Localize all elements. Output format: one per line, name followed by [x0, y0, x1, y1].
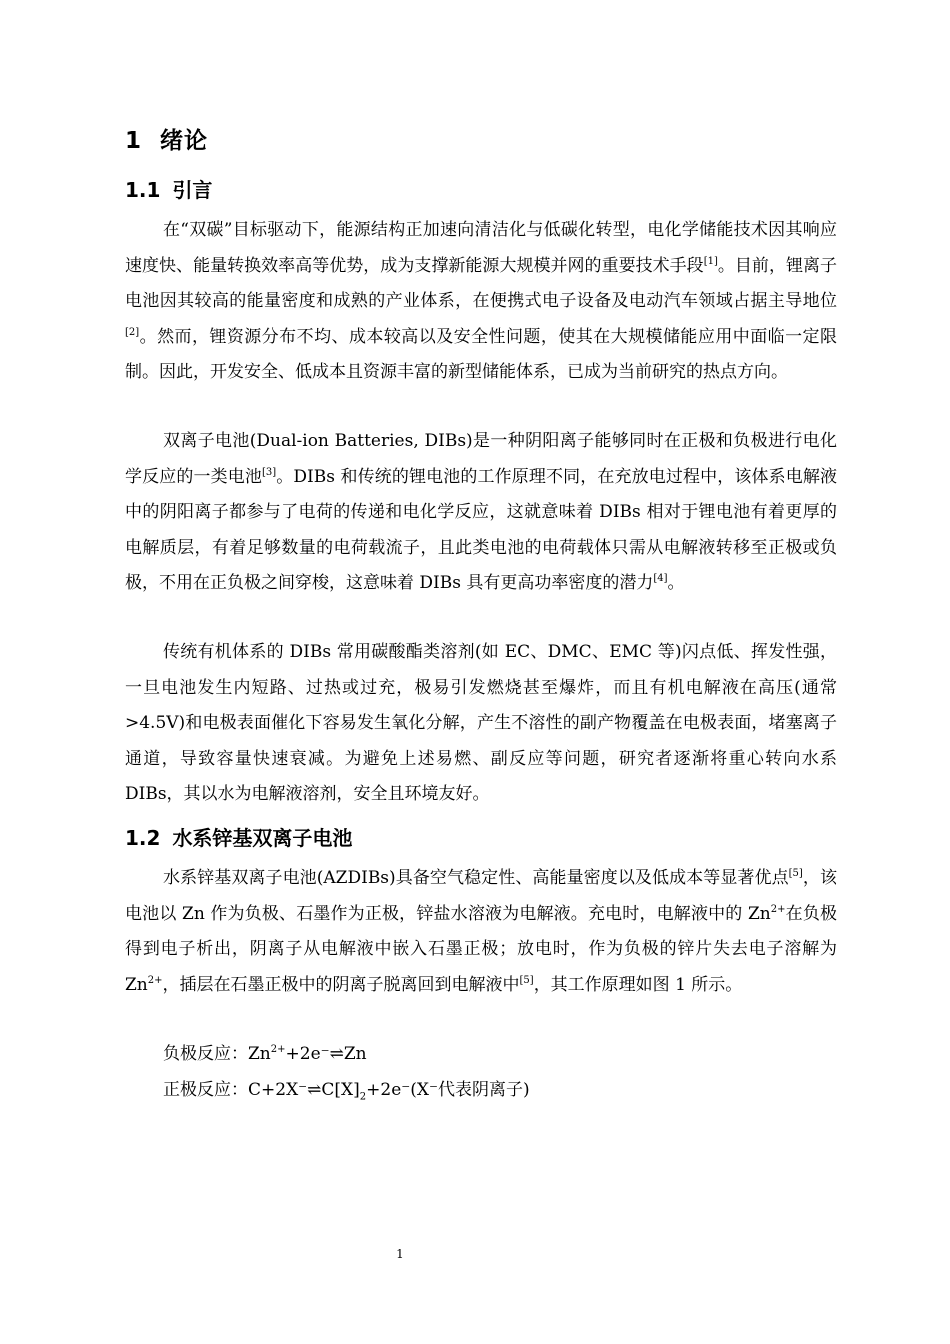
positive-electrode-reaction: 正极反应：$C+2X^-\rightleftharpoons C[X]_2+2e^-(X^-$代表阴离子) [163, 1080, 530, 1103]
section-number: 1.1 [125, 178, 161, 202]
paragraph-introduction-1: 在“双碳”目标驱动下，能源结构正加速向清洁化与低碳化转型，电化学储能技术因其响应速度快、能量转换效率高等优势，成为支撑新能源大规模并网的重要技术手段[1]。目前，锂离子电池因其较高的能量密度和成熟的产业体系，在便携式电子设备及电动汽车领域占据主导地位[2]。然而，锂资源分布不均、成本较高以及安全性问题，使其在大规模储能应用中面临一定限制。因此，开发安全、低成本且资源丰富的新型储能体系，已成为当前研究的热点方向。 [125, 220, 838, 382]
charge-superscript: 2+ [147, 974, 163, 986]
chapter-title: 绪论 [160, 128, 209, 154]
section-heading-1-2 [125, 822, 352, 851]
subscript: 2 [359, 1091, 367, 1103]
negative-electrode-reaction: 负极反应：$Zn^{2+}+2e^-\rightleftharpoons Zn$ [163, 1044, 367, 1064]
chapter-heading [125, 122, 208, 155]
section-title: 水系锌基双离子电池 [172, 826, 353, 850]
page-number: 1 [396, 1247, 404, 1261]
section-number: 1.2 [125, 826, 161, 850]
citation-ref: [5] [788, 868, 803, 879]
paragraph-introduction-2: 双离子电池(Dual-ion Batteries, DIBs)是一种阴阳离子能够同时在正极和负极进行电化学反应的一类电池[3]。DIBs 和传统的锂电池的工作原理不同，在充放电过程中，该体系电解液中的阴阳离子都参与了电荷的传递和电化学反应，这就意味着 DIBs 相对于锂电池有着更厚的电解质层，有着足够数量的电荷载流子，且此类电池的电荷载体只需从电解液转移至正极或负极，不用在正负极之间穿梭，这意味着 DIBs 具有更高功率密度的潜力[4]。 [125, 431, 837, 593]
citation-ref: [1] [703, 255, 718, 267]
citation-ref: [3] [262, 466, 277, 478]
chapter-number: 1 [125, 128, 143, 154]
section-title: 引言 [172, 178, 213, 202]
citation-ref: [5] [519, 974, 534, 986]
paragraph-introduction-3: 传统有机体系的 DIBs 常用碳酸酯类溶剂(如 EC、DMC、EMC 等)闪点低、挥发性强，一旦电池发生内短路、过热或过充，极易引发燃烧甚至爆炸，而且有机电解液在高压(通常>4.5V)和电极表面催化下容易发生氧化分解，产生不溶性的副产物覆盖在电极表面，堵塞离子通道，导致容量快速衰减。为避免上述易燃、副反应等问题，研究者逐渐将重心转向水系 DIBs，其以水为电解液溶剂，安全且环境友好。 [125, 642, 837, 804]
section-heading-1-1 [125, 174, 212, 203]
citation-ref: [2] [125, 326, 140, 338]
citation-ref: [4] [653, 573, 668, 584]
charge-superscript: 2+ [270, 1044, 286, 1055]
paragraph-azdibs: 水系锌基双离子电池(AZDIBs)具备空气稳定性、高能量密度以及低成本等显著优点[5]，该电池以 Zn 作为负极、石墨作为正极，锌盐水溶液为电解液。充电时，电解液中的 $Zn^{2+}$在负极得到电子析出，阴离子从电解液中嵌入石墨正极；放电时，作为负极的锌片失去电子溶解为 $Zn^{2+}$，插层在石墨正极中的阴离子脱离回到电解液中[5]，其工作原理如图 1 所示。 [125, 868, 838, 995]
charge-superscript: 2+ [770, 903, 786, 915]
